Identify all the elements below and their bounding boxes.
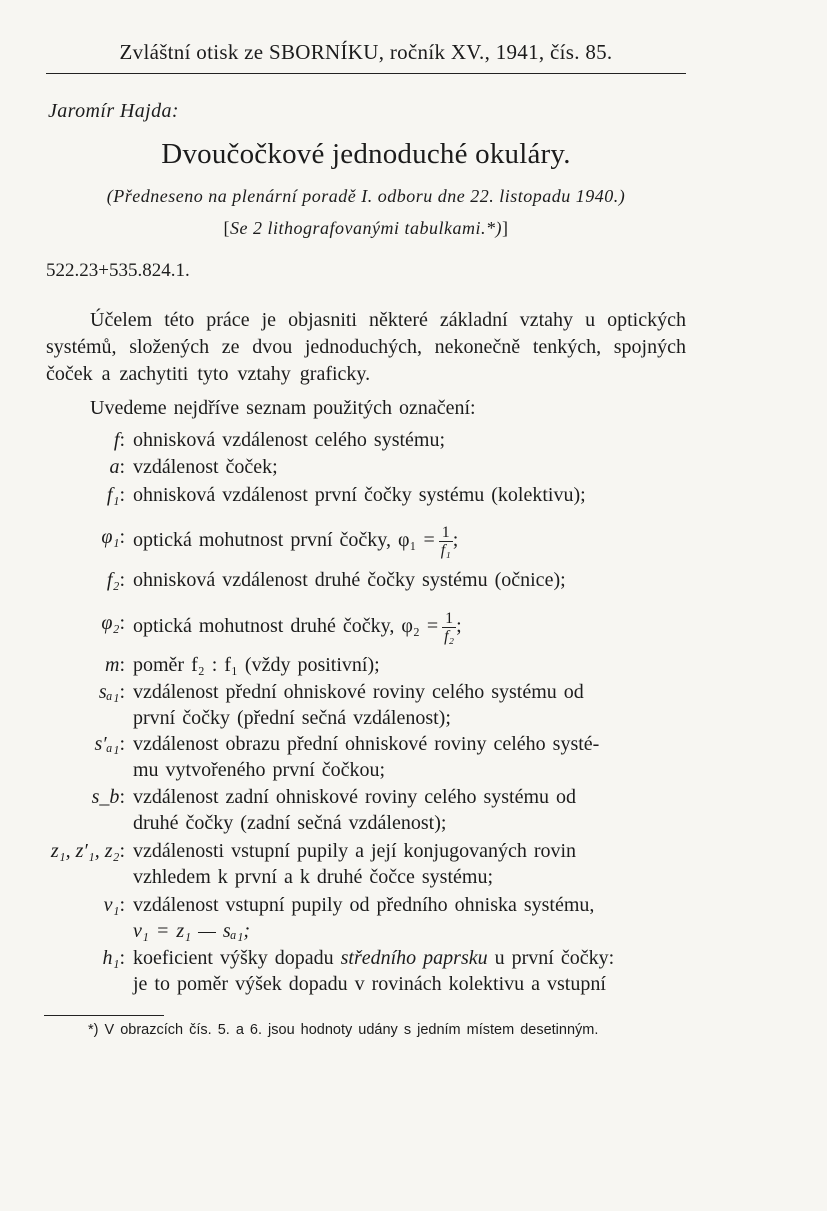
definition-text-continued: mu vytvořeného první čočkou; [133,759,386,781]
article-title: Dvoučočkové jednoduché okuláry. [161,138,571,170]
definition-text: optická mohutnost druhé čočky, φ₂ = $\frac{1}{\text{f₂}}$ ; [133,610,462,645]
intro-paragraph: Účelem této práce je objasniti některé základní vztahy u optických systémů, složených ze dvou jednoduchých, nekonečně tenkých, spojných čoček a zachytiti tyto vztahy graficky. [46,309,686,385]
definition-text: optická mohutnost první čočky, φ₁ = $\frac{1}{\text{f₁}}$ ; [133,524,459,559]
author: Jaromír Hajda: [48,100,179,122]
definition-text: vzdálenost zadní ohniskové roviny celého systému od [133,786,577,808]
footnote-rule [44,1015,164,1016]
definition-text: vzdálenosti vstupní pupily a její konjugovaných rovin [133,840,577,862]
definition-symbol: v₁: [103,894,125,916]
udc-classification: 522.23+535.824.1. [46,260,190,281]
definition-symbol: f₂: [106,569,125,591]
definition-symbol: f: [113,429,125,451]
definition-symbol: s′ₐ₁: [94,733,125,755]
definition-text-continued: vzhledem k první a k druhé čočce systému; [133,866,493,888]
definition-text: ohnisková vzdálenost druhé čočky systému (očnice); [133,569,566,591]
tables-note-text: Se 2 lithografovanými tabulkami.*) [230,218,502,238]
definition-text-continued: první čočky (přední sečná vzdálenost); [133,707,451,729]
definition-symbol: h₁: [102,947,125,969]
definition-text: ohnisková vzdálenost celého systému; [133,429,446,451]
fraction: $\frac{1}{\text{f₂}}$ [444,610,455,645]
definition-symbol: m: [104,654,125,676]
definition-text: vzdálenost přední ohniskové roviny celého systému od [133,681,584,703]
definition-text: vzdálenost obrazu přední ohniskové roviny celého systé- [133,733,600,755]
definition-symbol: sₐ₁: [98,681,125,703]
definition-symbol: φ₁: [101,526,125,548]
definition-text: ohnisková vzdálenost první čočky systému (kolektivu); [133,484,586,506]
definition-symbol: s_b: [91,786,125,808]
notation-list-heading: Uvedeme nejdříve seznam použitých označení: [90,397,476,419]
definition-text: koeficient výšky dopadu středního paprsku u první čočky: [133,947,615,969]
definition-text: vzdálenost čoček; [133,456,278,478]
definition-symbol: z₁, z′₁, z₂: [50,840,125,862]
presented-note: (Předneseno na plenární poradě I. odboru dne 22. listopadu 1940.) [106,186,626,206]
definition-text: vzdálenost vstupní pupily od předního ohniska systému, [133,894,595,916]
definition-symbol: a: [109,456,125,478]
footnote-text: V obrazcích čís. 5. a 6. jsou hodnoty udány s jedním místem desetinným. [104,1022,599,1038]
fraction: $\frac{1}{\text{f₁}}$ [440,524,451,559]
emphasis: středního paprsku [340,947,488,969]
definition-text-continued: druhé čočky (zadní sečná vzdálenost); [133,812,447,834]
definition-text: poměr f₂ : f₁ (vždy positivní); [133,654,380,676]
footnote [44,1021,684,1040]
definition-text-continued: je to poměr výšek dopadu v rovinách kolektivu a vstupní [133,973,606,995]
footnote-marker: *) [88,1022,99,1038]
definition-symbol: f₁: [106,484,125,506]
definition-formula: v₁ = z₁ — sₐ₁; [133,920,251,942]
definition-symbol: φ₂: [101,612,125,634]
tables-note: [Se 2 lithografovanými tabulkami.*)] [223,218,509,238]
offprint-header: Zvláštní otisk ze SBORNÍKU, ročník XV., 1941, čís. 85. [119,40,613,64]
header-rule [46,73,686,74]
